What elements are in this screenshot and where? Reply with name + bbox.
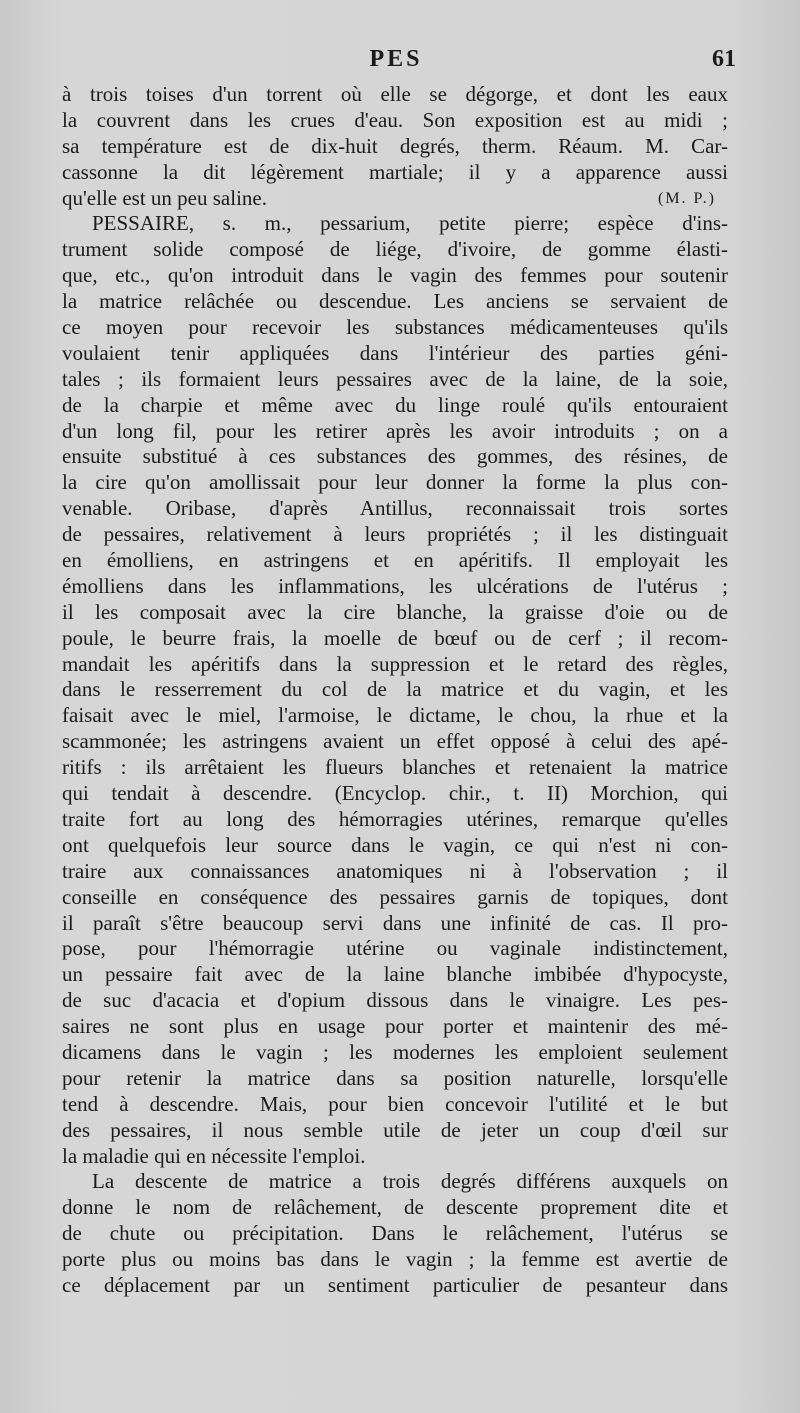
text-line <box>62 703 728 729</box>
text-line-content: la couvrent dans les crues d'eau. Son exposition est au midi ; <box>62 107 728 132</box>
text-line <box>62 600 728 626</box>
text-line <box>62 1195 728 1221</box>
text-line-content: de pessaires, relativement à leurs propriétés ; il les distinguait <box>62 522 728 547</box>
text-line <box>62 160 728 186</box>
text-line <box>62 936 728 962</box>
text-line <box>62 393 728 419</box>
text-line-content: il paraît s'être beaucoup servi dans une infinité de cas. Il pro- <box>62 910 728 935</box>
text-line-content: ritifs : ils arrêtaient les flueurs blanches et retenaient la matrice <box>62 755 728 780</box>
text-line-content: à trois toises d'un torrent où elle se dégorge, et dont les eaux <box>62 82 728 106</box>
text-line <box>62 237 728 263</box>
text-line <box>62 962 728 988</box>
text-line-content: la cire qu'on amollissait pour leur donner la forme la plus con- <box>62 470 728 495</box>
text-line-content: de suc d'acacia et d'opium dissous dans le vinaigre. Les pes- <box>62 988 728 1013</box>
text-line-content: porte plus ou moins bas dans le vagin ; la femme est avertie de <box>62 1247 728 1272</box>
text-line <box>62 211 728 237</box>
text-line <box>62 289 728 315</box>
text-line-content: conseille en conséquence des pessaires garnis de topiques, dont <box>62 884 728 909</box>
text-line-content: un pessaire fait avec de la laine blanche imbibée d'hypocyste, <box>62 962 728 987</box>
text-line <box>62 263 728 289</box>
text-line <box>62 1066 728 1092</box>
text-line <box>62 108 728 134</box>
text-line-content: tend à descendre. Mais, pour bien concevoir l'utilité et le but <box>62 1091 728 1116</box>
text-line-content: cassonne la dit légèrement martiale; il y a apparence aussi <box>62 159 728 184</box>
text-line <box>62 729 728 755</box>
page-number: 61 <box>712 46 736 72</box>
text-line-content: ce déplacement par un sentiment particulier de pesanteur dans <box>62 1272 728 1297</box>
text-line-content: donne le nom de relâchement, de descente proprement dite et <box>62 1195 728 1220</box>
text-line-content: il les composait avec la cire blanche, la graisse d'oie ou de <box>62 599 728 624</box>
text-line-content: pose, pour l'hémorragie utérine ou vaginale indistinctement, <box>62 936 728 961</box>
text-line-content: la matrice relâchée ou descendue. Les anciens se servaient de <box>62 289 728 314</box>
text-line-content: PESSAIRE, s. m., pessarium, petite pierre; espèce d'ins- <box>92 211 728 236</box>
text-line <box>62 1040 728 1066</box>
text-line <box>62 1273 728 1299</box>
text-line-content: d'un long fil, pour les retirer après les avoir introduits ; on a <box>62 418 728 443</box>
text-line-content: tales ; ils formaient leurs pessaires avec de la laine, de la soie, <box>62 366 728 391</box>
text-line <box>62 496 728 522</box>
page-header <box>62 46 736 80</box>
text-line <box>62 1247 728 1273</box>
text-line <box>62 315 728 341</box>
text-line <box>62 859 728 885</box>
text-line <box>62 444 728 470</box>
text-line-content: dans le resserrement du col de la matrice et du vagin, et les <box>62 677 728 702</box>
text-line <box>62 807 728 833</box>
text-line-content: trument solide composé de liége, d'ivoire, de gomme élasti- <box>62 237 728 262</box>
text-line-content: en émolliens, en astringens et en apéritifs. Il employait les <box>62 548 728 573</box>
text-line-content: que, etc., qu'on introduit dans le vagin des femmes pour soutenir <box>62 263 728 288</box>
text-line <box>62 574 728 600</box>
text-line-content: traire aux connaissances anatomiques ni à l'observation ; il <box>62 858 728 883</box>
text-line <box>62 82 728 108</box>
text-line <box>62 1169 728 1195</box>
text-line-content: la maladie qui en nécessite l'emploi. <box>62 1143 366 1168</box>
text-line-content: faisait avec le miel, l'armoise, le dictame, le chou, la rhue et la <box>62 703 728 728</box>
text-line-content: traite fort au long des hémorragies utérines, remarque qu'elles <box>62 806 728 831</box>
text-line <box>62 1221 728 1247</box>
text-line-content: pour retenir la matrice dans sa position naturelle, lorsqu'elle <box>62 1065 728 1090</box>
text-line <box>62 548 728 574</box>
text-line-content: La descente de matrice a trois degrés différens auxquels on <box>92 1169 728 1194</box>
running-head: PES <box>369 46 423 72</box>
text-line-content: sa température est de dix-huit degrés, therm. Réaum. M. Car- <box>62 133 728 158</box>
text-line <box>62 134 728 160</box>
text-line <box>62 341 728 367</box>
text-line <box>62 1144 728 1170</box>
author-signature: (M. P.) <box>657 189 716 207</box>
text-line-content: ont quelquefois leur source dans le vagin, ce qui n'est ni con- <box>62 832 728 857</box>
text-line <box>62 186 728 212</box>
bottom-margin <box>0 1300 800 1413</box>
text-line-content: émolliens dans les inflammations, les ulcérations de l'utérus ; <box>62 573 728 598</box>
text-line-content: dicamens dans le vagin ; les modernes les emploient seulement <box>62 1039 728 1064</box>
text-line <box>62 419 728 445</box>
text-line <box>62 626 728 652</box>
text-line-content: scammonée; les astringens avaient un effet opposé à celui des apé- <box>62 729 728 754</box>
text-line <box>62 781 728 807</box>
text-line <box>62 470 728 496</box>
text-line <box>62 988 728 1014</box>
text-line <box>62 911 728 937</box>
text-line-content: venable. Oribase, d'après Antillus, reconnaissait trois sortes <box>62 496 728 521</box>
text-line-content: poule, le beurre frais, la moelle de bœuf ou de cerf ; il recom- <box>62 625 728 650</box>
text-line <box>62 1092 728 1118</box>
text-line <box>62 1014 728 1040</box>
text-line <box>62 755 728 781</box>
text-line-content: de la charpie et même avec du linge roulé qu'ils entouraient <box>62 392 728 417</box>
text-line <box>62 677 728 703</box>
text-line-content: de chute ou précipitation. Dans le relâchement, l'utérus se <box>62 1221 728 1246</box>
text-line-content: ce moyen pour recevoir les substances médicamenteuses qu'ils <box>62 315 728 340</box>
text-line-content: mandait les apéritifs dans la suppression et le retard des règles, <box>62 651 728 676</box>
text-line <box>62 367 728 393</box>
text-line-content: qu'elle est un peu saline. <box>62 185 267 210</box>
text-line-content: qui tendait à descendre. (Encyclop. chir., t. II) Morchion, qui <box>62 781 728 806</box>
text-line <box>62 522 728 548</box>
text-line-content: des pessaires, il nous semble utile de jeter un coup d'œil sur <box>62 1117 728 1142</box>
text-body <box>62 82 728 1299</box>
text-line <box>62 885 728 911</box>
text-line <box>62 833 728 859</box>
text-line-content: ensuite substitué à ces substances des gommes, des résines, de <box>62 444 728 469</box>
text-line <box>62 1118 728 1144</box>
text-line-content: saires ne sont plus en usage pour porter et maintenir des mé- <box>62 1014 728 1039</box>
text-line <box>62 652 728 678</box>
text-line-content: voulaient tenir appliquées dans l'intérieur des parties géni- <box>62 340 728 365</box>
